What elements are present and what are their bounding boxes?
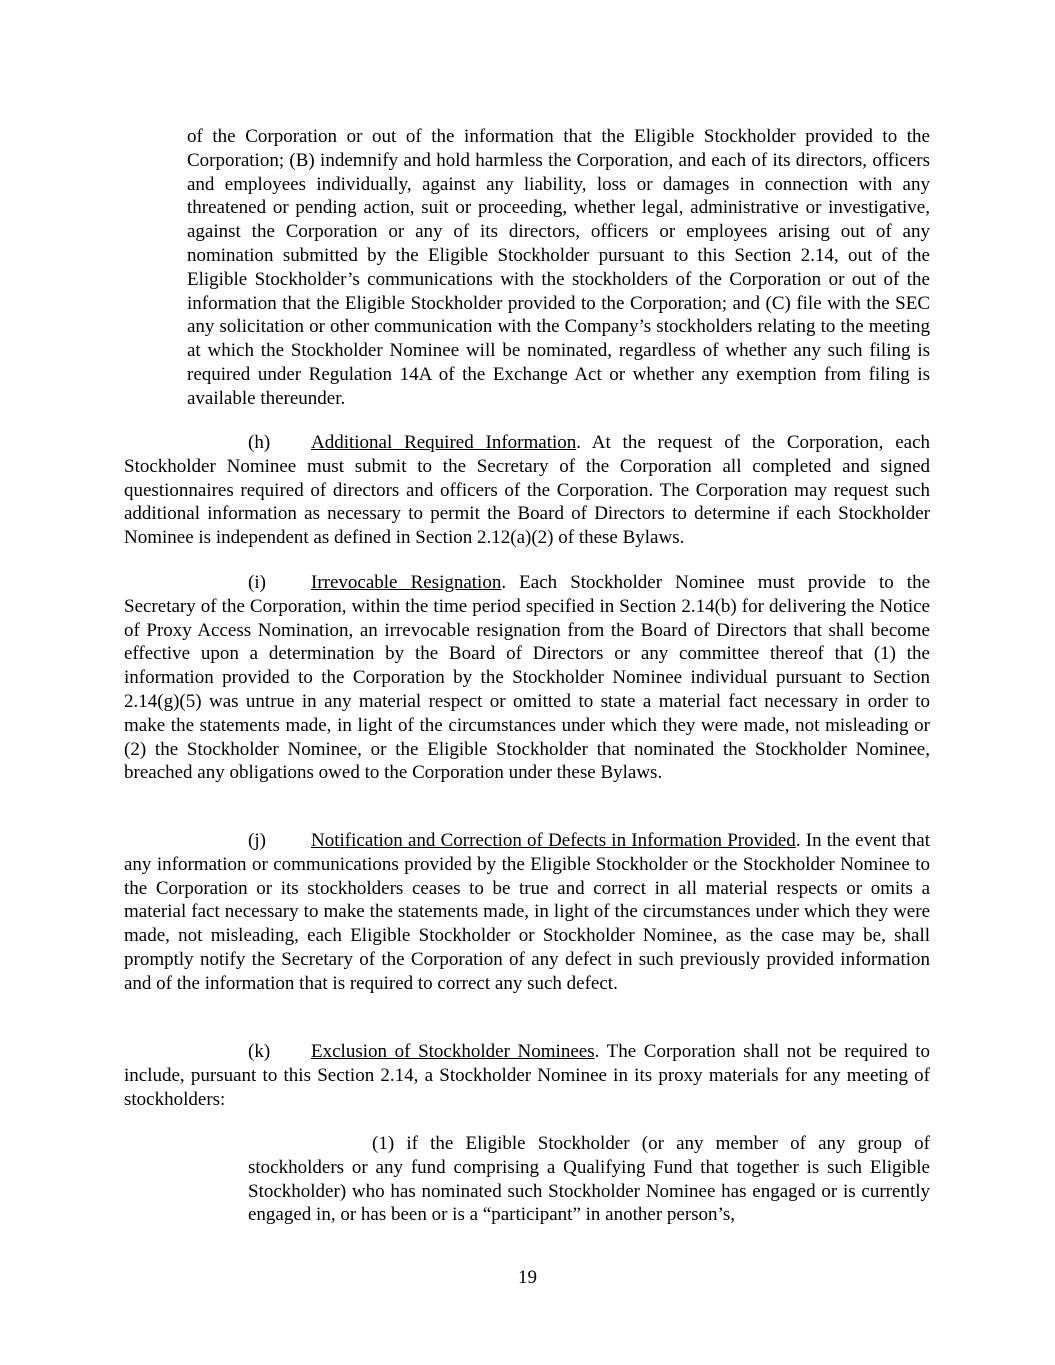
continuation-text: of the Corporation or out of the information that the Eligible Stockholder provided to the Corporation; (B) indemnify and hold harmless the Corporation, and each of its directors, officers and employees individually, against any liability, loss or damages in connection with any threatened or pending action, suit or proceeding, whether legal, administrative or investigative, against the Corporation or any of its directors, officers or employees arising out of any nomination submitted by the Eligible Stockholder pursuant to this Section 2.14, out of the Eligible Stockholder’s communications with the stockholders of the Corporation or out of the information that the Eligible Stockholder provided to the Corporation; and (C) file with the SEC any solicitation or other communication with the Company’s stockholders relating to the meeting at which the Stockholder Nominee will be nominated, regardless of whether any such filing is required under Regulation 14A of the Exchange Act or whether any exemption from filing is available thereunder. (187, 126, 930, 409)
section-k-paragraph (124, 1040, 930, 1111)
section-h-label: (h) (248, 432, 271, 453)
sub-clause-1-paragraph (248, 1132, 930, 1227)
section-i-label: (i) (248, 572, 266, 593)
section-j-body: . In the event that any information or communications provided by the Eligible Stockholder or the Stockholder Nominee to the Corporation or its stockholders ceases to be true and correct in all material respects or omits a material fact necessary to make the statements made, in light of the circumstances under which they were made, not misleading, each Eligible Stockholder or Stockholder Nominee, as the case may be, shall promptly notify the Secretary of the Corporation of any defect in such previously provided information and of the information that is required to correct any such defect. (124, 830, 930, 994)
section-k-label: (k) (248, 1041, 271, 1062)
section-i-body: . Each Stockholder Nominee must provide to the Secretary of the Corporation, within the time period specified in Section 2.14(b) for delivering the Notice of Proxy Access Nomination, an irrevocable resignation from the Board of Directors that shall become effective upon a determination by the Board of Directors or any committee thereof that (1) the information provided to the Corporation by the Stockholder Nominee individual pursuant to Section 2.14(g)(5) was untrue in any material respect or omitted to state a material fact necessary in order to make the statements made, in light of the circumstances under which they were made, not misleading or (2) the Stockholder Nominee, or the Eligible Stockholder that nominated the Stockholder Nominee, breached any obligations owed to the Corporation under these Bylaws. (124, 572, 931, 784)
section-h-heading: Additional Required Information (311, 432, 577, 453)
section-j-paragraph (124, 829, 930, 996)
section-j-label: (j) (248, 830, 266, 851)
section-j-heading: Notification and Correction of Defects in Information Provided (311, 830, 796, 851)
section-h-body: . At the request of the Corporation, each Stockholder Nominee must submit to the Secretary of the Corporation all completed and signed questionnaires required of directors and officers of the Corporation. The Corporation may request such additional information as necessary to permit the Board of Directors to determine if each Stockholder Nominee is independent as defined in Section 2.12(a)(2) of these Bylaws. (124, 432, 931, 549)
sub-clause-1-label: (1) (372, 1133, 395, 1154)
section-k-body: . The Corporation shall not be required to include, pursuant to this Section 2.14, a Stockholder Nominee in its proxy materials for any meeting of stockholders: (124, 1041, 930, 1110)
page-number: 19 (518, 1267, 537, 1288)
section-i-paragraph (124, 571, 930, 785)
section-h-paragraph (124, 431, 930, 550)
continuation-paragraph (187, 125, 930, 411)
section-k-heading: Exclusion of Stockholder Nominees (311, 1041, 595, 1062)
section-i-heading: Irrevocable Resignation (311, 572, 502, 593)
sub-clause-1-body: if the Eligible Stockholder (or any member of any group of stockholders or any fund comprising a Qualifying Fund that together is such Eligible Stockholder) who has nominated such Stockholder Nominee has engaged or is currently engaged in, or has been or is a “participant” in another person’s, (248, 1133, 930, 1226)
